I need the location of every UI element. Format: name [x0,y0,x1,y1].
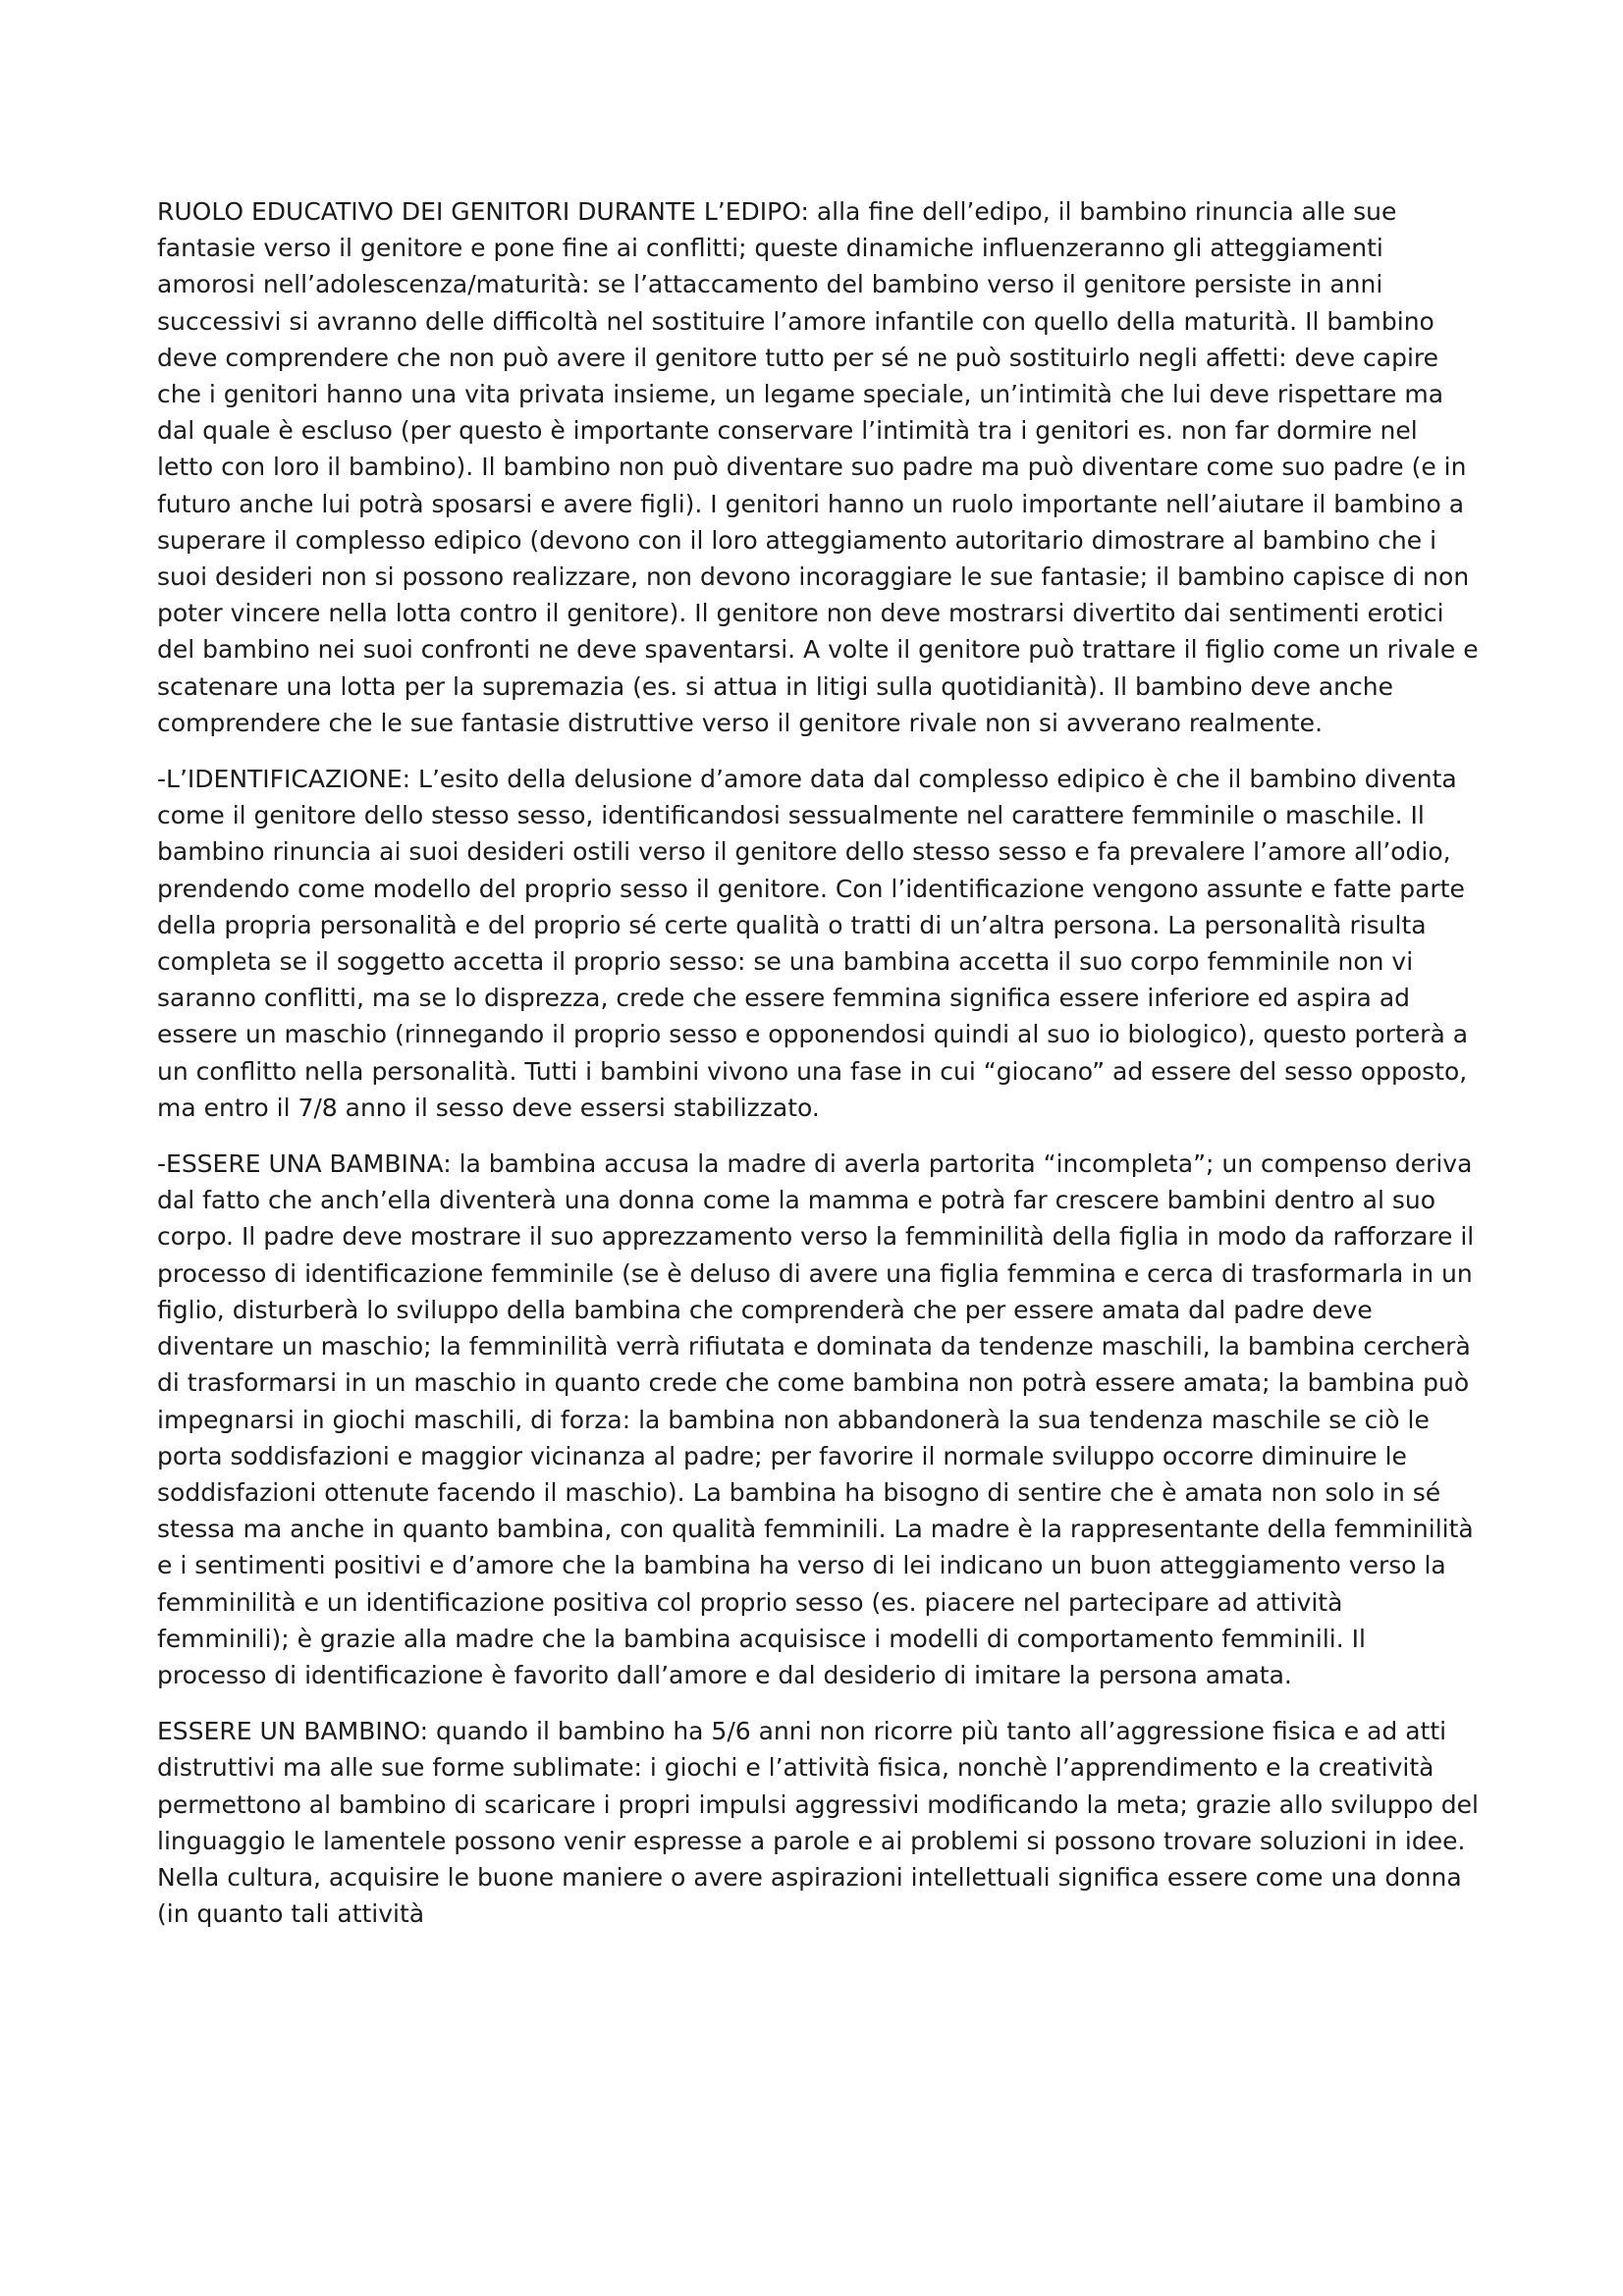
paragraph-essere-una-bambina: -ESSERE UNA BAMBINA: la bambina accusa la madre di averla partorita “incompleta”; un compenso deriva dal fatto che anch’ella diventerà una donna come la mamma e potrà far crescere bambini dentro al suo corpo. Il padre deve mostrare il suo apprezzamento verso la femminilità della figlia in modo da rafforzare il processo di identificazione femminile (se è deluso di avere una figlia femmina e cerca di trasformarla in un figlio, disturberà lo sviluppo della bambina che comprenderà che per essere amata dal padre deve diventare un maschio; la femminilità verrà rifiutata e dominata da tendenze maschili, la bambina cercherà di trasformarsi in un maschio in quanto crede che come bambina non potrà essere amata; la bambina può impegnarsi in giochi maschili, di forza: la bambina non abbandonerà la sua tendenza maschile se ciò le porta soddisfazioni e maggior vicinanza al padre; per favorire il normale sviluppo occorre diminuire le soddisfazioni ottenute facendo il maschio). La bambina ha bisogno di sentire che è amata non solo in sé stessa ma anche in quanto bambina, con qualità femminili. La madre è la rappresentante della femminilità e i sentimenti positivi e d’amore che la bambina ha verso di lei indicano un buon atteggiamento verso la femminilità e un identificazione positiva col proprio sesso (es. piacere nel partecipare ad attività femminili); è grazie alla madre che la bambina acquisisce i modelli di comportamento femminili. Il processo di identificazione è favorito dall’amore e dal desiderio di imitare la persona amata. [157,1149,1475,1689]
paragraph-identificazione: -L’IDENTIFICAZIONE: L’esito della delusione d’amore data dal complesso edipico è che il bambino diventa come il genitore dello stesso sesso, identificandosi sessualmente nel carattere femminile o maschile. Il bambino rinuncia ai suoi desideri ostili verso il genitore dello stesso sesso e fa prevalere l’amore all’odio, prendendo come modello del proprio sesso il genitore. Con l’identificazione vengono assunte e fatte parte della propria personalità e del proprio sé certe qualità o tratti di un’altra persona. La personalità risulta completa se il soggetto accetta il proprio sesso: se una bambina accetta il suo corpo femminile non vi saranno conflitti, ma se lo disprezza, crede che essere femmina significa essere inferiore ed aspira ad essere un maschio (rinnegando il proprio sesso e opponendosi quindi al suo io biologico), questo porterà a un conflitto nella personalità. Tutti i bambini vivono una fase in cui “giocano” ad essere del sesso opposto, ma entro il 7/8 anno il sesso deve essersi stabilizzato. [157,765,1469,1122]
paragraph-ruolo-educativo: RUOLO EDUCATIVO DEI GENITORI DURANTE L’EDIPO: alla fine dell’edipo, il bambino rinuncia alle sue fantasie verso il genitore e pone fine ai conflitti; queste dinamiche influenzeranno gli atteggiamenti amorosi nell’adolescenza/maturità: se l’attaccamento del bambino verso il genitore persiste in anni successivi si avranno delle difficoltà nel sostituire l’amore infantile con quello della maturità. Il bambino deve comprendere che non può avere il genitore tutto per sé ne può sostituirlo negli affetti: deve capire che i genitori hanno una vita privata insieme, un legame speciale, un’intimità che lui deve rispettare ma dal quale è escluso (per questo è importante conservare l’intimità tra i genitori es. non far dormire nel letto con loro il bambino). Il bambino non può diventare suo padre ma può diventare come suo padre (e in futuro anche lui potrà sposarsi e avere figli). I genitori hanno un ruolo importante nell’aiutare il bambino a superare il complesso edipico (devono con il loro atteggiamento autoritario dimostrare al bambino che i suoi desideri non si possono realizzare, non devono incoraggiare le sue fantasie; il bambino capisce di non poter vincere nella lotta contro il genitore). Il genitore non deve mostrarsi divertito dai sentimenti erotici del bambino nei suoi confronti ne deve spaventarsi. A volte il genitore può trattare il figlio come un rivale e scatenare una lotta per la supremazia (es. si attua in litigi sulla quotidianità). Il bambino deve anche comprendere che le sue fantasie distruttive verso il genitore rivale non si avverano realmente. [157,197,1479,737]
paragraph-essere-un-bambino: ESSERE UN BAMBINO: quando il bambino ha 5/6 anni non ricorre più tanto all’aggressione fisica e ad atti distruttivi ma alle sue forme sublimate: i giochi e l’attività fisica, nonchè l’apprendimento e la creatività permettono al bambino di scaricare i propri impulsi aggressivi modificando la meta; grazie allo sviluppo del linguaggio le lamentele possono venir espresse a parole e ai problemi si possono trovare soluzioni in idee. Nella cultura, acquisire le buone maniere o avere aspirazioni intellettuali significa essere come una donna (in quanto tali attività [157,1717,1479,1929]
document-body [157,193,1481,1951]
